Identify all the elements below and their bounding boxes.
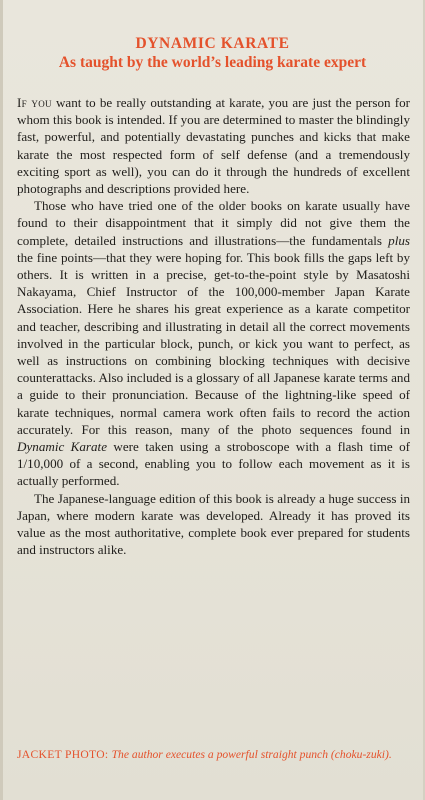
book-subtitle: As taught by the world’s leading karate expert	[58, 54, 367, 71]
paragraph-2-emphasis-plus: plus	[388, 232, 410, 248]
caption-label: JACKET PHOTO:	[17, 748, 112, 761]
paragraph-2-text-a: Those who have tried one of the older books on karate usually have found to their disappointment that it simply did not give them the complete, detailed instructions and illustrations—the fundamentals	[17, 198, 410, 248]
paragraph-1	[17, 94, 410, 197]
paragraph-2	[17, 197, 410, 489]
description-body	[17, 94, 410, 558]
paragraph-3-text: The Japanese-language edition of this book is already a huge success in Japan, where modern karate was developed. Already it has proved its value as the most authoritative, complete book ever prepared for students and instructors alike.	[17, 490, 410, 558]
paragraph-3	[17, 490, 410, 559]
paper-edge-left	[0, 0, 3, 800]
header	[0, 34, 425, 73]
paragraph-1-lead: If you	[17, 95, 52, 110]
caption-text: The author executes a powerful straight punch (choku-zuki).	[111, 748, 392, 761]
jacket-photo-caption	[17, 746, 410, 763]
book-title: DYNAMIC KARATE	[135, 35, 290, 52]
paragraph-2-book-title: Dynamic Karate	[17, 439, 108, 455]
paragraph-2-text-c: were taken using a stroboscope with a flash time of 1/10,000 of a second, enabling you to follow each movement as it is actually performed.	[17, 439, 410, 489]
paragraph-1-text: want to be really outstanding at karate, you are just the person for whom this book is intended. If you are determined to master the blindingly fast, powerful, and potentially devastating punches and kicks that make karate the most respected form of self defense (and a tremendously exciting sport as well), you can do it through the hundreds of excellent photographs and descriptions provided here.	[17, 95, 410, 197]
paragraph-2-text-b: the fine points—that they were hoping for. This book fills the gaps left by others. It is written in a precise, get-to-the-point style by Masatoshi Nakayama, Chief Instructor of the 100,000-member Japan Karate Association. Here he shares his great experience as a karate competitor and teacher, describing and illustrating in detail all the correct movements involved in the particular block, punch, or kick you want to perfect, as well as instructions on combining blocking techniques with decisive counterattacks. Also included is a glossary of all Japanese karate terms and a guide to their pronunciation. Because of the lightning-like speed of karate techniques, normal camera work often fails to record the action accurately. For this reason, many of the photo sequences found in	[17, 249, 410, 437]
